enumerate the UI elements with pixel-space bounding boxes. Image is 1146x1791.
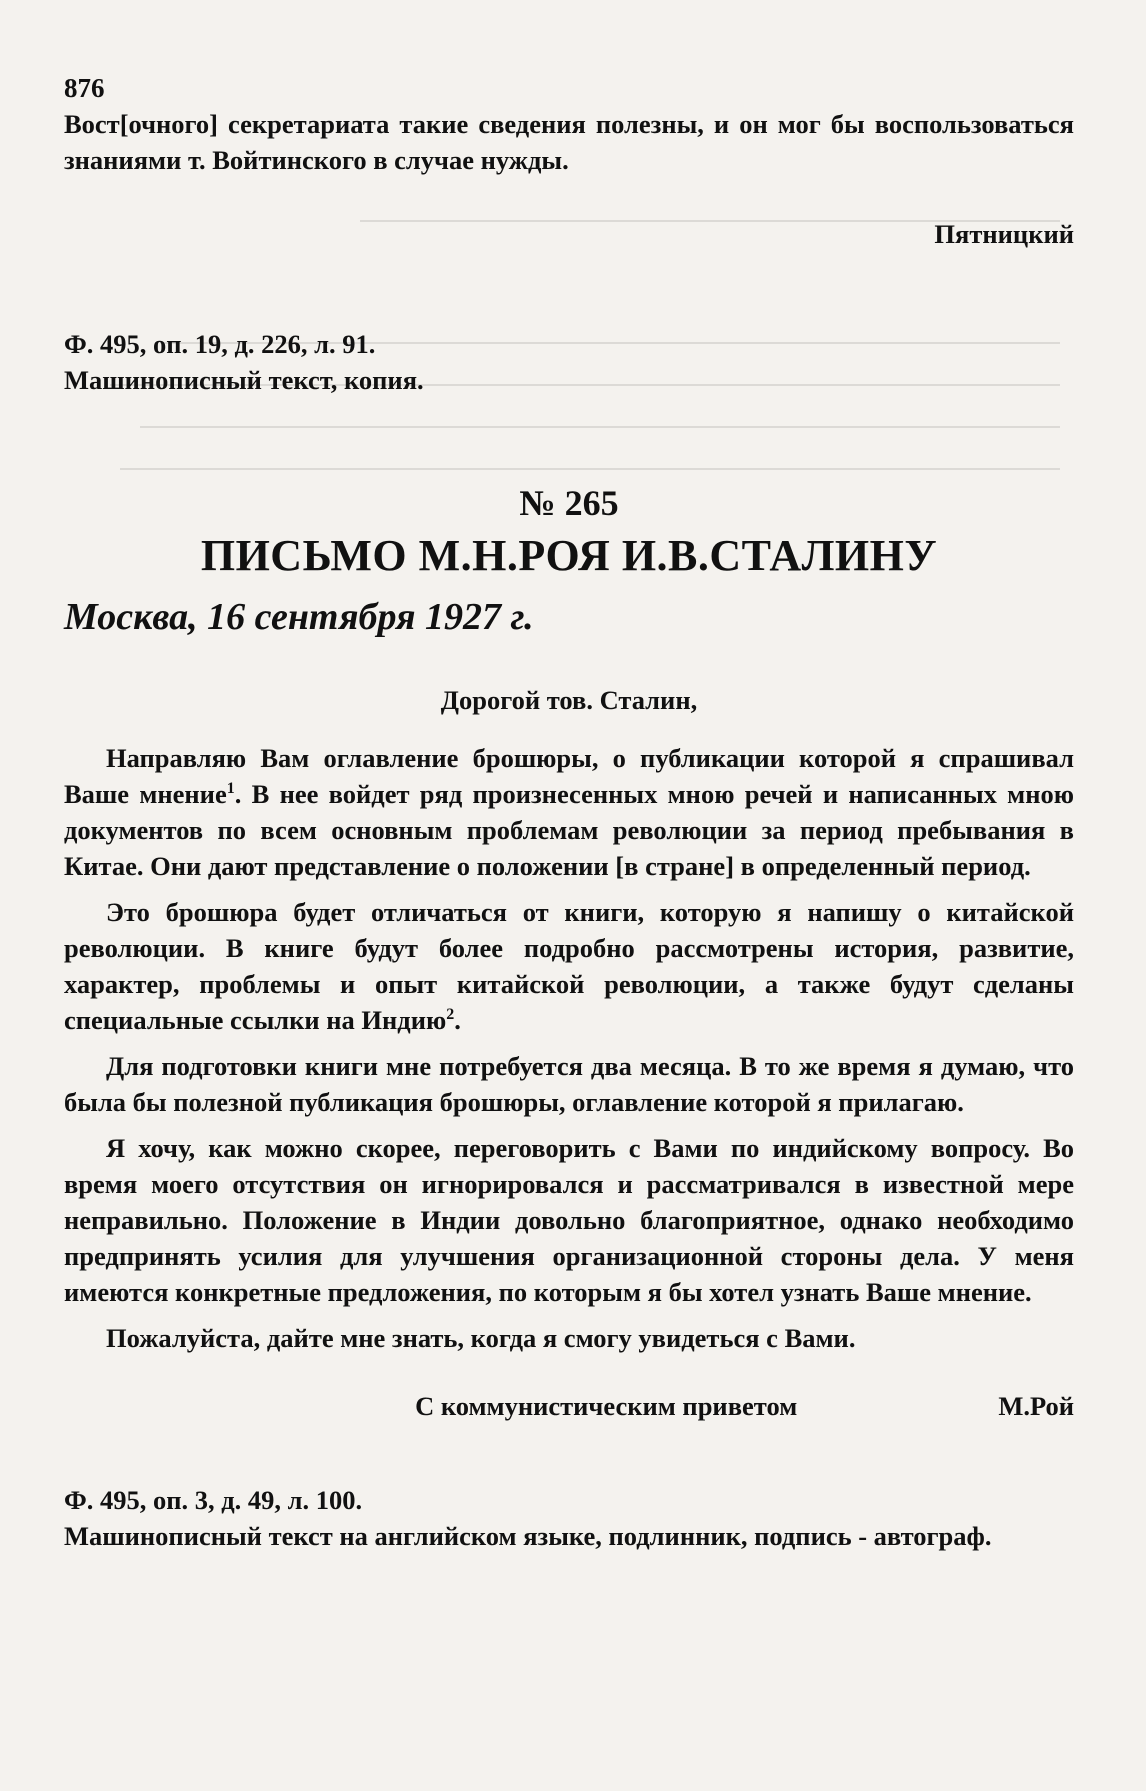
document-title: ПИСЬМО М.Н.РОЯ И.В.СТАЛИНУ xyxy=(200,531,938,580)
archive-block-2 xyxy=(64,1482,1074,1554)
letter-paragraph: Для подготовки книги мне потребуется два месяца. В то же время я думаю, что была бы полезной публикация брошюры, оглавление которой я прилагаю. xyxy=(64,1051,1074,1117)
letter-closing xyxy=(64,1388,1074,1424)
archive-note: Машинописный текст, копия. xyxy=(64,365,424,395)
footnote-mark: 1 xyxy=(226,780,235,798)
document-place-date: Москва, 16 сентября 1927 г. xyxy=(64,596,534,638)
closing-phrase: С коммунистическим приветом xyxy=(415,1391,798,1421)
letter-paragraph xyxy=(64,894,1074,1038)
footnote-mark: 2 xyxy=(446,1006,455,1024)
archive-reference: Ф. 495, оп. 3, д. 49, л. 100. xyxy=(64,1485,363,1515)
paragraph-text: . xyxy=(454,1005,461,1035)
paragraph-text: Это брошюра будет отличаться от книги, которую я напишу о китайской революции. В книге будут более подробно рассмотрены история, развитие, характер, проблемы и опыт китайской революции, а также будут сделаны специальные ссылки на Индию xyxy=(64,897,1074,1035)
intro-paragraph: Вост[очного] секретариата такие сведения полезны, и он мог бы воспользоваться знаниями т. Войтинского в случае нужды. xyxy=(64,109,1074,175)
page-number: 876 xyxy=(64,73,105,103)
archive-reference: Ф. 495, оп. 19, д. 226, л. 91. xyxy=(64,329,376,359)
paragraph-text: Направляю Вам оглавление брошюры, о публикации которой я спрашивал Ваше мнение xyxy=(64,743,1074,809)
page-content xyxy=(64,70,1074,1554)
letter-body xyxy=(64,740,1074,1356)
intro-signature: Пятницкий xyxy=(934,219,1074,249)
letter-paragraph: Я хочу, как можно скорее, переговорить с Вами по индийскому вопросу. Во время моего отсутствия он игнорировался и рассматривался в известной мере неправильно. Положение в Индии довольно благоприятное, однако необходимо предпринять усилия для улучшения организационной стороны дела. У меня имеются конкретные предложения, по которым я бы хотел узнать Ваше мнение. xyxy=(64,1133,1074,1307)
document-number: № 265 xyxy=(519,483,619,523)
letter-salutation: Дорогой тов. Сталин, xyxy=(440,685,698,715)
archive-block-1 xyxy=(64,326,1074,398)
paragraph-text: . В нее войдет ряд произнесенных мною речей и написанных мною документов по всем основным проблемам революции за период пребывания в Китае. Они дают представление о положении [в стране] в определенный период. xyxy=(64,779,1074,881)
letter-signature: М.Рой xyxy=(998,1391,1074,1421)
archive-note: Машинописный текст на английском языке, подлинник, подпись - автограф. xyxy=(64,1521,992,1551)
letter-paragraph: Пожалуйста, дайте мне знать, когда я смогу увидеться с Вами. xyxy=(106,1323,856,1353)
letter-paragraph xyxy=(64,740,1074,884)
